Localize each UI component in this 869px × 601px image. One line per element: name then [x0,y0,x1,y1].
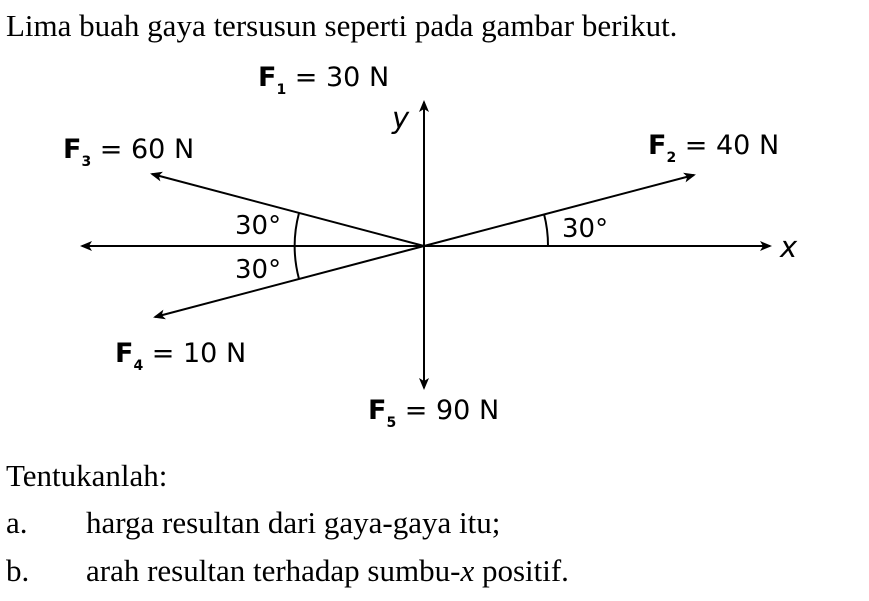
question-a-marker: a. [6,505,28,540]
x-axis-label: x [780,230,798,264]
force-3-label: $F_3 = 60$ N [63,134,195,170]
angle-arc-f2 [544,214,548,246]
angle-label-f2: 30° [562,214,609,244]
force-5-label: $F_5 = 90$ N [368,395,500,431]
force-1-label: $F_1 = 30$ N [258,62,390,98]
question-a [6,505,500,541]
y-axis-label: y [392,101,410,135]
question-b-marker: b. [6,553,30,588]
angle-label-f4: 30° [235,255,282,285]
question-b: b. arah resultan terhadap sumbu-x positif. [6,553,569,588]
force-3-arrow [152,174,424,246]
angle-label-f3: 30° [235,211,282,241]
question-a-text: harga resultan dari gaya-gaya itu; [86,505,501,540]
force-2-label: $F_2 = 40$ N [648,130,780,166]
force-4-arrow [155,246,424,317]
intro-text: Lima buah gaya tersusun seperti pada gambar berikut. [6,8,678,43]
force-2-arrow [424,175,694,246]
force-4-label: $F_4 = 10$ N [115,338,247,374]
question-prompt: Tentukanlah: [6,458,168,493]
